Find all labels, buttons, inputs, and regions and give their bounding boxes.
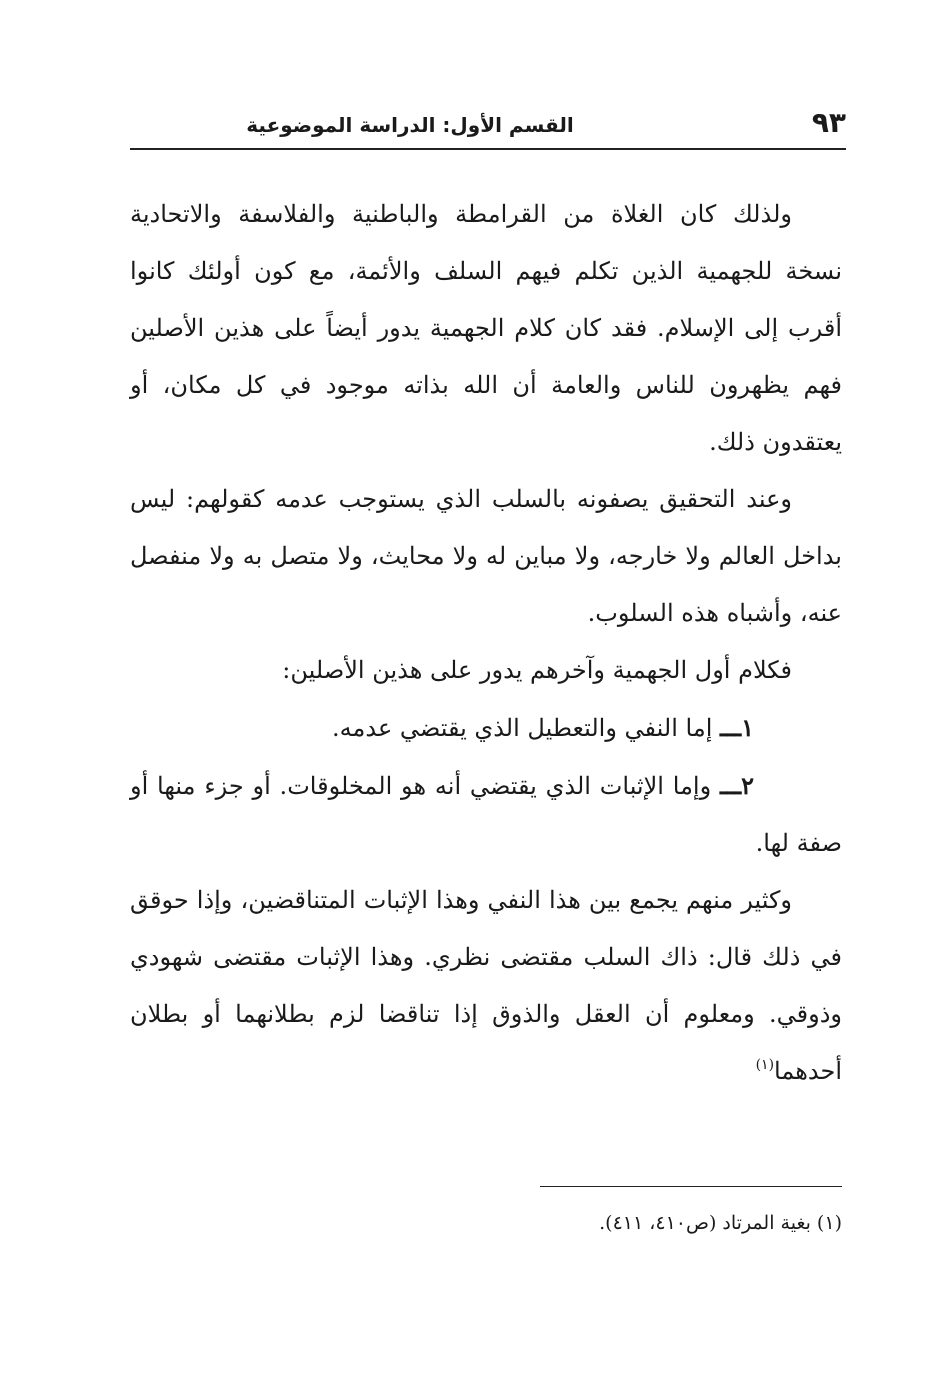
paragraph-2: وعند التحقيق يصفونه بالسلب الذي يستوجب عدمه كقولهم: ليس بداخل العالم ولا خارجه، ولا مباين له ولا محايث، ولا متصل به ولا منفصل عنه، وأشباه هذه السلوب.	[130, 485, 842, 627]
footnote: (١) بغية المرتاد (ص٤١٠، ٤١١).	[599, 1212, 842, 1234]
footnote-divider	[540, 1186, 842, 1187]
paragraph-1: ولذلك كان الغلاة من القرامطة والباطنية والفلاسفة والاتحادية نسخة للجهمية الذين تكلم فيهم السلف والأئمة، مع كون أولئك كانوا أقرب إلى الإسلام. فقد كان كلام الجهمية يدور أيضاً على هذين الأصلين فهم يظهرون للناس والعامة أن الله بذاته موجود في كل مكان، أو يعتقدون ذلك.	[130, 200, 842, 456]
list-number: ٢ـــ	[720, 771, 754, 800]
paragraph-4	[130, 872, 842, 1100]
footnote-reference: (١)	[755, 1057, 775, 1073]
paragraph-4-text: وكثير منهم يجمع بين هذا النفي وهذا الإثبات المتناقضين، وإذا حوقق في ذلك قال: ذاك السلب مقتضى نظري. وهذا الإثبات مقتضى شهودي وذوقي. ومعلوم أن العقل والذوق إذا تناقضا لزم بطلانهما أو بطلان أحدهما	[130, 886, 842, 1085]
list-item-2	[130, 757, 842, 872]
main-text	[130, 186, 842, 1100]
list-item-text: وإما الإثبات الذي يقتضي أنه هو المخلوقات. أو جزء منها أو صفة لها.	[130, 772, 842, 857]
page-header	[130, 100, 846, 150]
list-item-text: إما النفي والتعطيل الذي يقتضي عدمه.	[332, 714, 713, 742]
list-number: ١ـــ	[720, 713, 754, 742]
running-title: القسم الأول: الدراسة الموضوعية	[246, 113, 574, 137]
paragraph-3: فكلام أول الجهمية وآخرهم يدور على هذين الأصلين:	[282, 656, 792, 684]
list-item-1	[130, 699, 842, 757]
page-number: ٩٣	[811, 106, 846, 139]
